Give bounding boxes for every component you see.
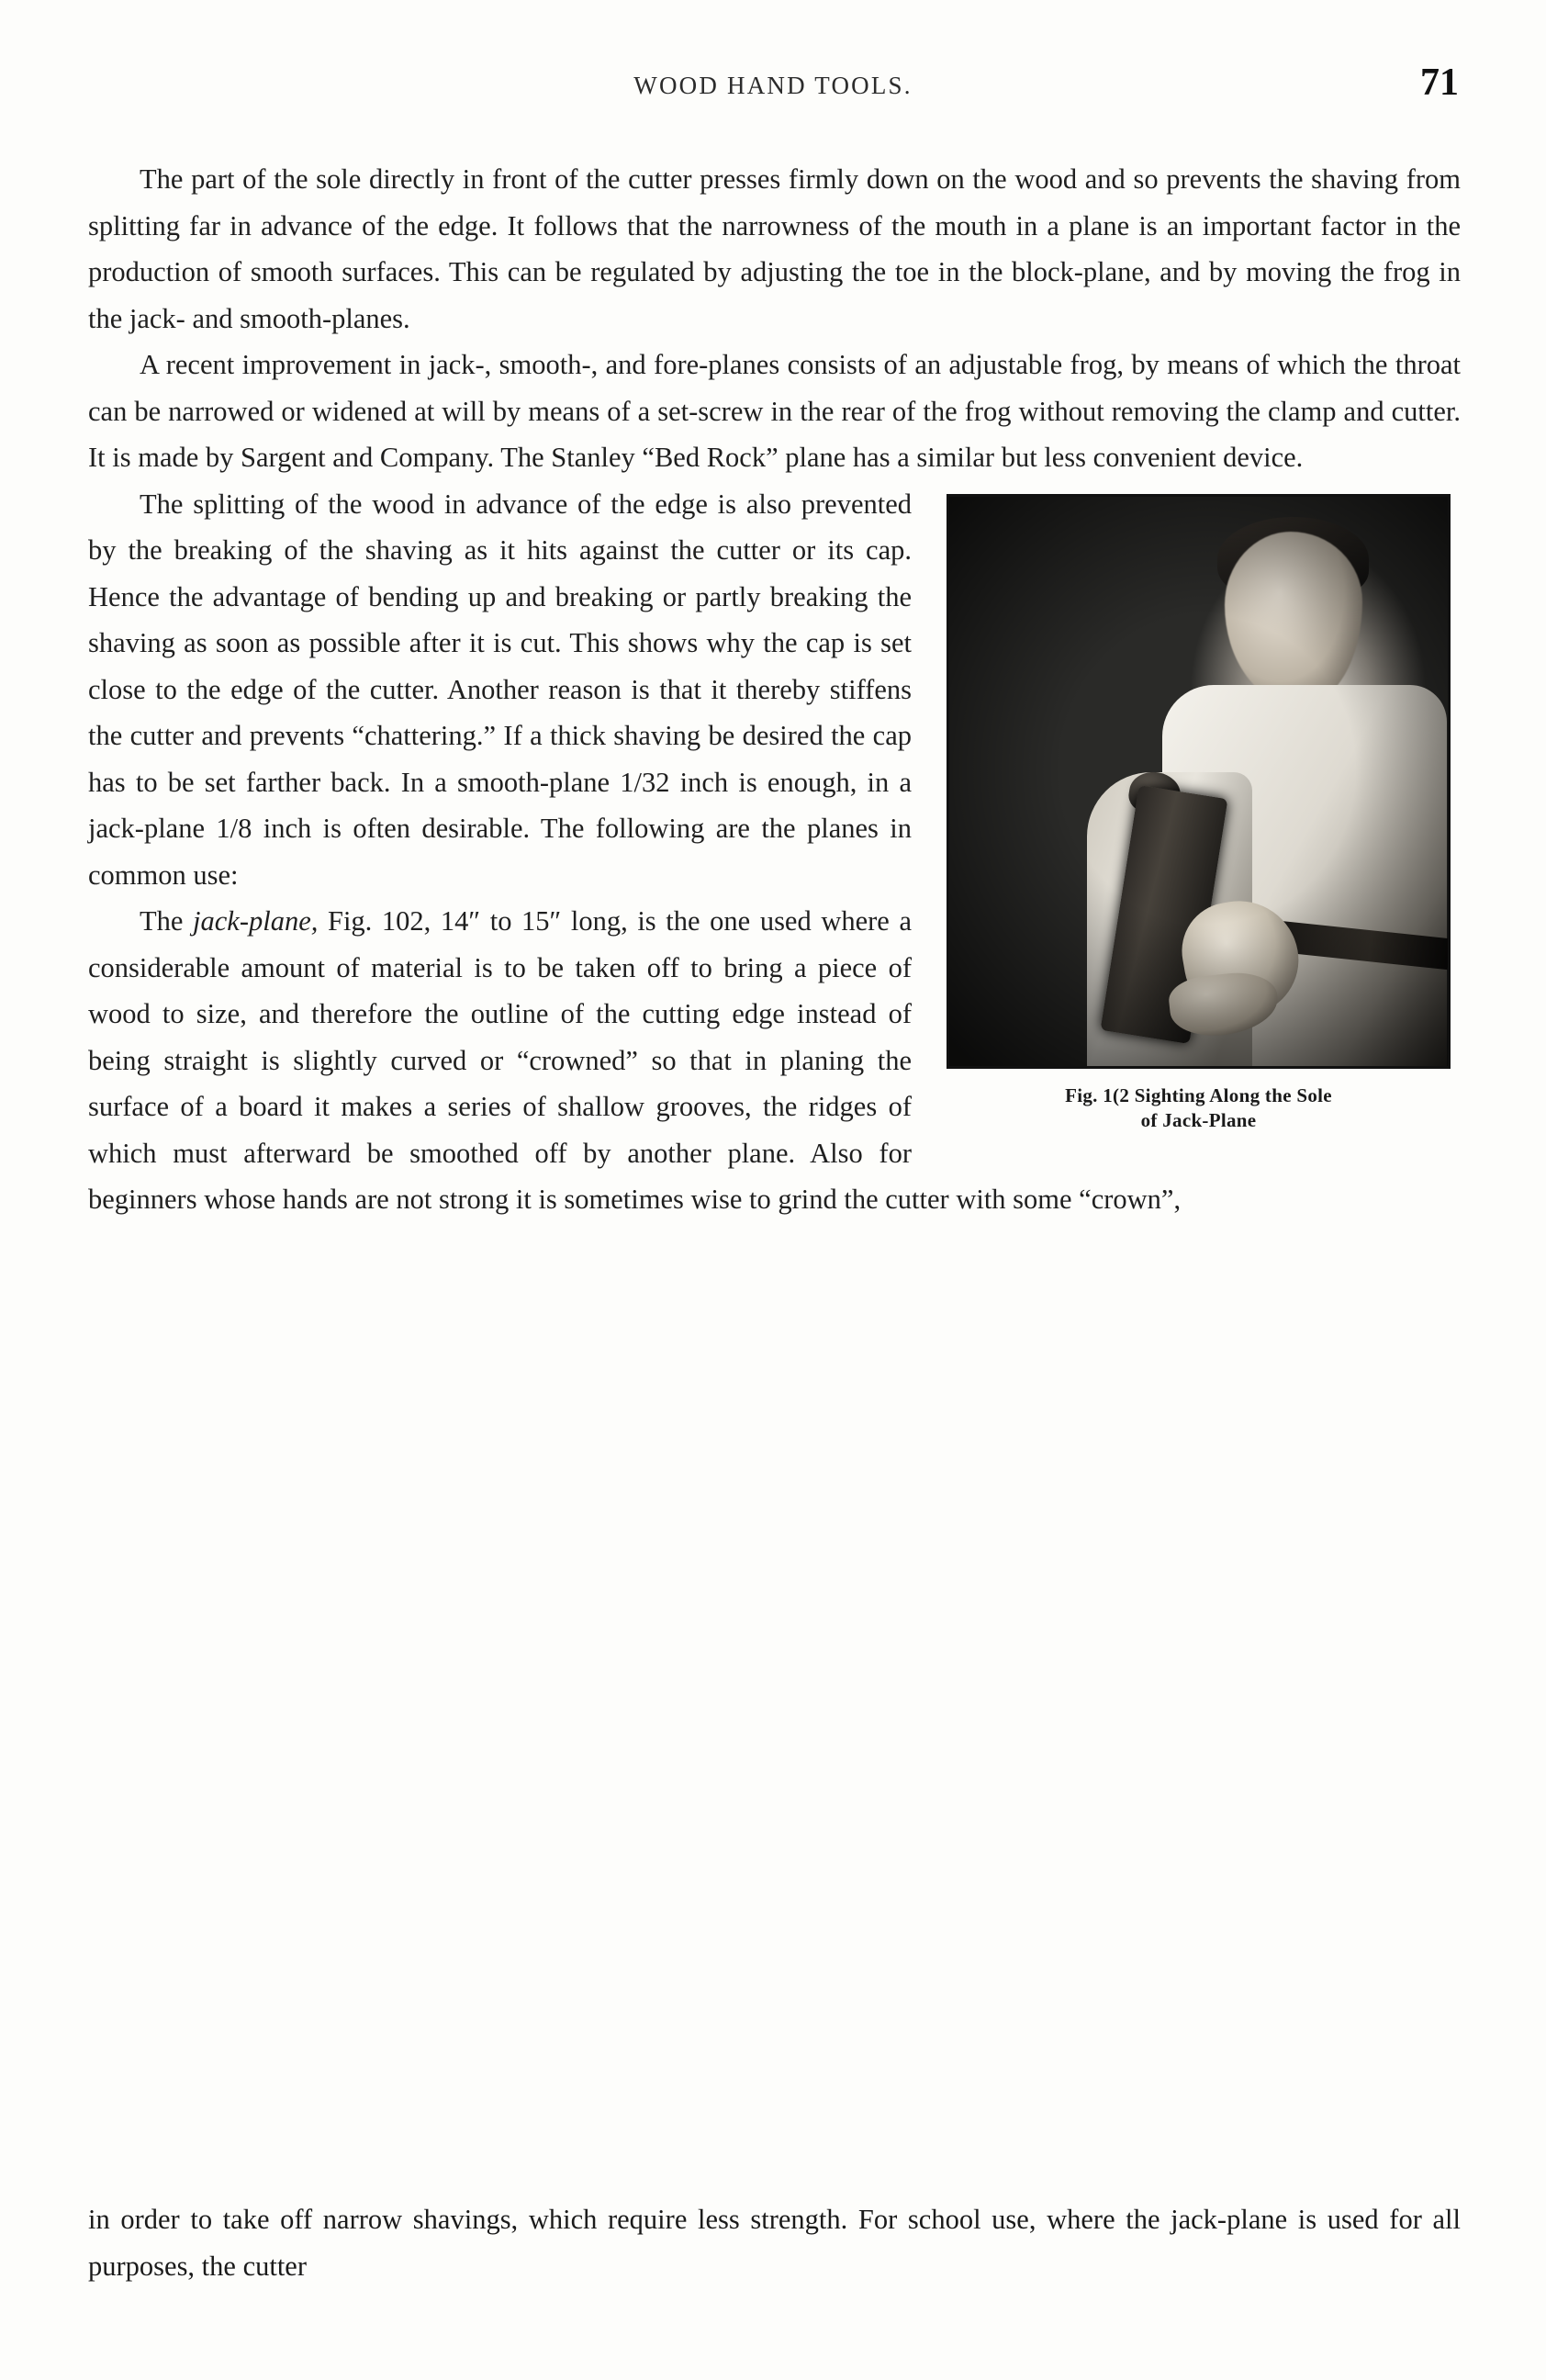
page-number: 71 xyxy=(1420,62,1459,104)
figure-image xyxy=(947,494,1451,1069)
term-jack-plane: jack-plane, xyxy=(193,905,319,937)
paragraph-2: A recent improvement in jack-, smooth-, and fore-planes consists of an adjustable frog, by means of which the throat can be narrowed or widened at will by means of a set-screw in the rear of the frog without removing the clamp and cutter. It is made by Sargent and Company. The Stanley “Bed Rock” plane has a similar but less convenient device. xyxy=(88,349,1461,473)
figure-caption xyxy=(947,1083,1451,1133)
paragraph-4-rest: Fig. 102, 14″ to 15″ long, is the one used where a considerable amount of material is to be taken off to bring a piece of wood to size, and therefore the outline of the cutting edge instead of being straight is slightly curved or “crowned” so that in planing the surface of a board it makes a series of shallow grooves, the ridges of which must afterward be smoothed off by another plane. Also for beginners whose hands are not strong it is sometimes wise to grind the cutter with some “crown”, xyxy=(88,905,1182,1215)
page-header xyxy=(0,62,1546,118)
figure-caption-line-2: of Jack-Plane xyxy=(1140,1108,1257,1131)
paragraph-5: in order to take off narrow shavings, which require less strength. For school use, where the jack-plane is used for all purposes, the cutter xyxy=(88,2204,1461,2282)
body-text-column xyxy=(88,156,1461,1223)
paragraph-4-lead: The xyxy=(140,905,194,937)
paragraph-3: The splitting of the wood in advance of the edge is also prevented by the breaking of the shaving as it hits against the cutter or its cap. Hence the advantage of bending up and breaking or partly breaking the shaving as soon as possible after it is cut. This shows why the cap is set close to the edge of the cutter. Another reason is that it thereby stiffens the cutter and prevents “chattering.” If a thick shaving be desired the cap has to be set farther back. In a smooth-plane 1/32 inch is enough, in a jack-plane 1/8 inch is often desirable. The following are the planes in common use: xyxy=(88,488,912,891)
running-head: WOOD HAND TOOLS. xyxy=(633,72,913,99)
figure-caption-line-1: Fig. 1(2 Sighting Along the Sole xyxy=(1065,1083,1332,1106)
photo-vignette xyxy=(949,497,1448,1066)
paragraph-1: The part of the sole directly in front of the cutter presses firmly down on the wood and so prevents the shaving from splitting far in advance of the edge. It follows that the narrowness of the mouth in a plane is an important factor in the production of smooth surfaces. This can be regulated by adjusting the toe in the block-plane, and by moving the frog in the jack- and smooth-planes. xyxy=(88,163,1461,334)
figure-block xyxy=(947,494,1461,1133)
